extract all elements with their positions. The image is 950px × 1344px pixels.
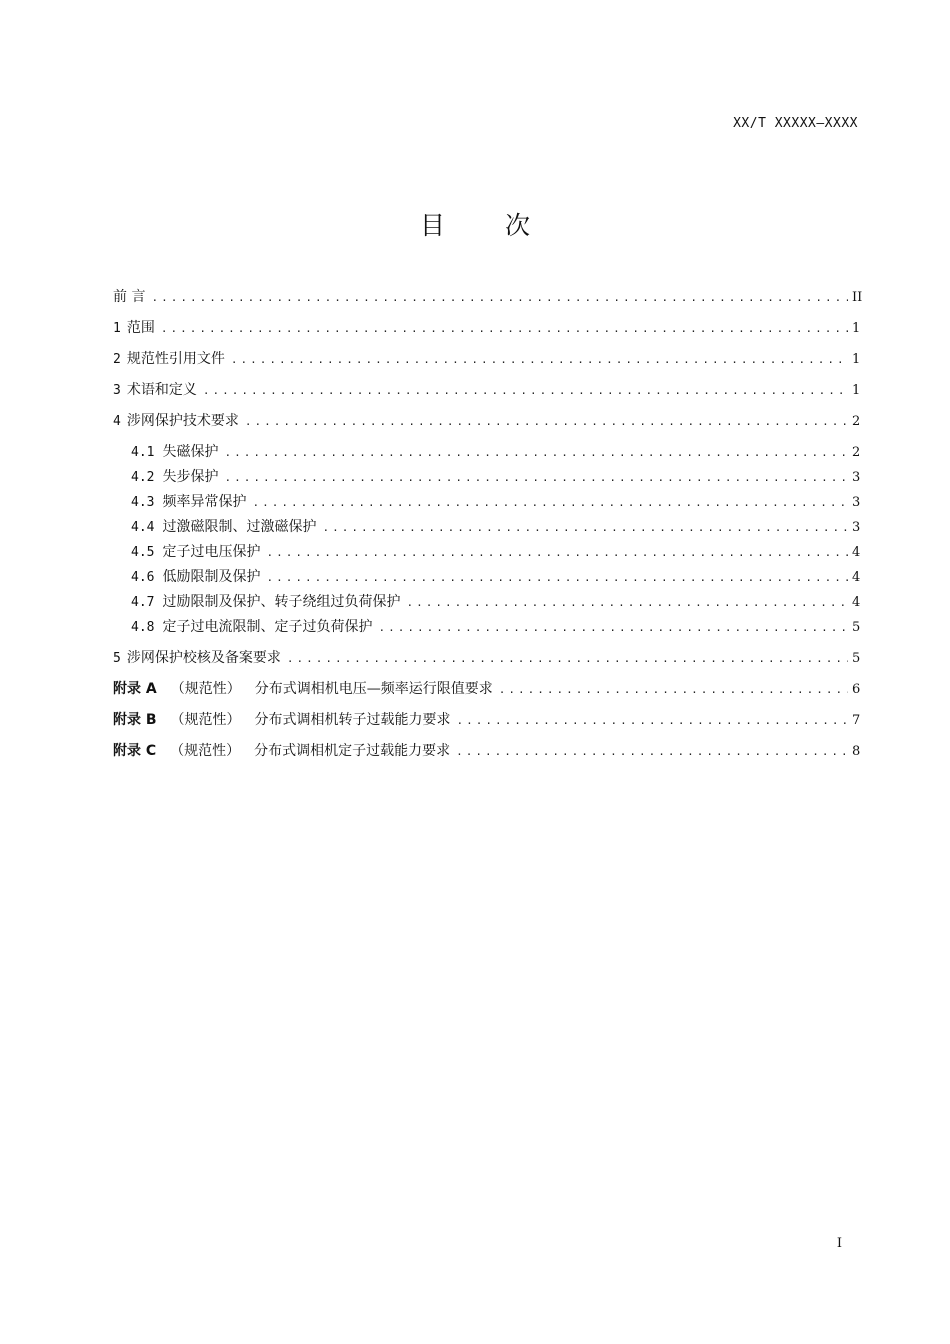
toc-entry-label: 涉网保护技术要求 [126,413,239,429]
toc-page-number: 4 [852,595,861,610]
dot-leader [456,741,848,763]
toc-entry[interactable] [113,317,860,339]
toc-number: 4.3 [131,495,155,510]
annex-label: 附录 A [113,681,157,697]
toc-page-number: 2 [852,414,861,429]
toc-number: 2 [113,352,121,367]
dot-leader [203,380,848,402]
toc-subentry[interactable] [131,516,860,538]
annex-category: （规范性） [170,681,241,697]
toc-entry[interactable] [113,647,860,669]
toc-page-number: 4 [852,545,861,560]
toc-page-number: 1 [852,383,861,398]
annex-label: 附录 C [113,743,157,759]
toc-subentry[interactable] [131,616,860,638]
dot-leader [161,318,848,340]
toc-entry[interactable] [113,410,860,432]
toc-page-number: 8 [852,744,861,759]
dot-leader [151,287,848,309]
toc-entry[interactable] [113,379,860,401]
toc-entry-label: 分布式调相机转子过载能力要求 [254,712,451,728]
toc-subentry[interactable] [131,541,860,563]
toc-number: 4.8 [131,620,155,635]
toc-page-number: 3 [852,495,861,510]
annex-label: 附录 B [113,712,157,728]
toc-entry-label: 频率异常保护 [162,494,247,510]
toc-page-number: 5 [852,651,861,666]
toc-entry-label: 过激磁限制、过激磁保护 [162,519,317,535]
toc-entry-preface[interactable] [113,286,863,308]
dot-leader [378,617,848,639]
toc-subentry[interactable] [131,466,860,488]
toc-page-number: II [852,290,863,305]
toc-number: 4.7 [131,595,155,610]
toc-entry-label: 前 言 [113,289,146,305]
toc-entry-label: 定子过电流限制、定子过负荷保护 [162,619,373,635]
dot-leader [322,517,848,539]
dot-leader [245,411,848,433]
standard-code: XX/T XXXXX—XXXX [733,116,858,131]
toc-page-number: 1 [852,321,861,336]
toc-number: 4.1 [131,445,155,460]
annex-category: （规范性） [170,712,241,728]
toc-number: 4.6 [131,570,155,585]
toc-page-number: 3 [852,520,861,535]
toc-entry-label: 失磁保护 [162,444,219,460]
toc-number: 4.2 [131,470,155,485]
dot-leader [224,467,848,489]
dot-leader [231,349,848,371]
toc-number: 5 [113,651,121,666]
toc-entry-label: 失步保护 [162,469,219,485]
toc-entry-label: 过励限制及保护、转子绕组过负荷保护 [162,594,401,610]
toc-entry-label: 规范性引用文件 [126,351,225,367]
toc-entry-label: 分布式调相机电压—频率运行限值要求 [254,681,493,697]
dot-leader [266,542,848,564]
dot-leader [287,648,848,670]
toc-page-number: 1 [852,352,861,367]
toc-entry-label: 低励限制及保护 [162,569,261,585]
toc-entry-annex[interactable] [113,709,860,731]
dot-leader [406,592,848,614]
toc-number: 3 [113,383,121,398]
toc-page-number: 3 [852,470,861,485]
toc-entry-annex[interactable] [113,740,860,762]
toc-entry-label: 范围 [126,320,155,336]
toc-entry-label: 术语和定义 [126,382,197,398]
toc-page-number: 5 [852,620,861,635]
footer-page-number: I [836,1236,842,1251]
toc-subentry[interactable] [131,591,860,613]
toc-number: 4 [113,414,121,429]
toc-page-number: 6 [852,682,861,697]
annex-category: （规范性） [170,743,241,759]
toc-entry-annex[interactable] [113,678,860,700]
toc-subentry[interactable] [131,491,860,513]
toc-number: 4.4 [131,520,155,535]
toc-entry-label: 分布式调相机定子过载能力要求 [254,743,451,759]
page-title: 目 次 [420,211,556,240]
toc-number: 1 [113,321,121,336]
dot-leader [266,567,848,589]
dot-leader [499,679,848,701]
dot-leader [224,442,848,464]
dot-leader [457,710,848,732]
toc-entry-label: 涉网保护校核及备案要求 [126,650,281,666]
toc-subentry[interactable] [131,566,860,588]
toc-page-number: 7 [852,713,861,728]
toc-entry[interactable] [113,348,860,370]
toc-page-number: 4 [852,570,861,585]
toc-page-number: 2 [852,445,861,460]
toc-subentry[interactable] [131,441,860,463]
toc-number: 4.5 [131,545,155,560]
dot-leader [252,492,848,514]
toc-entry-label: 定子过电压保护 [162,544,261,560]
